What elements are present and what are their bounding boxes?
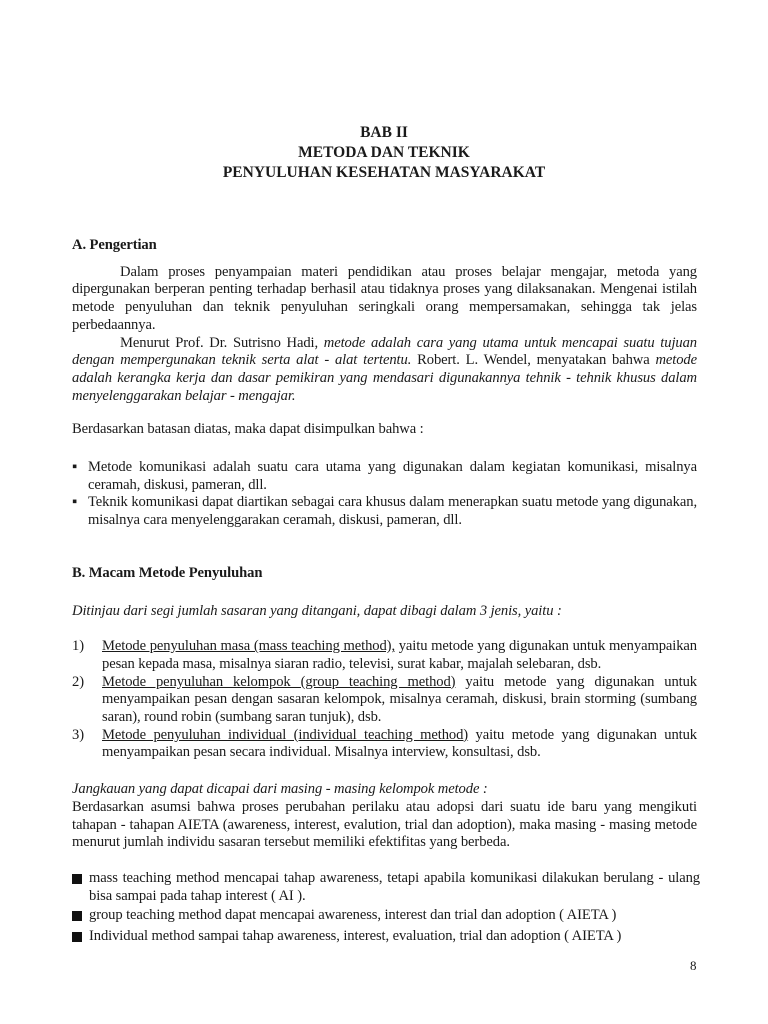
item-text: yaitu metode yang digunakan untuk menyampaikan pesan secara individual. Misalnya interview, konsultasi, dsb. <box>102 726 697 761</box>
chapter-title: METODA DAN TEKNIK <box>298 144 470 161</box>
square-bullet-icon <box>72 932 82 942</box>
list-item <box>72 638 697 673</box>
reach-item-text: group teaching method dapat mencapai awareness, interest dan trial dan adoption ( AIETA ) <box>89 907 617 924</box>
quote: metode adalah kerangka kerja dan dasar pemikiran yang mendasari digunakannya tehnik - tehnik khusus dalam menyelenggarakan belajar - mengajar. <box>72 352 698 404</box>
section-a-heading: A. Pengertian <box>72 237 157 253</box>
item-text: yaitu metode yang digunakan untuk menyampaikan pesan dengan sasaran kelompok, misalnya ceramah, diskusi, brain storming (sumbang saran), round robin (sumbang saran tunjuk), dsb. <box>102 673 697 726</box>
item-text: yaitu metode yang digunakan untuk menyampaikan pesan kepada masa, misalnya siaran radio, televisi, surat kabar, majalah selebaran, dsb. <box>102 638 697 672</box>
reach-heading-text: Jangkauan yang dapat dicapai dari masing - masing kelompok metode : <box>72 781 488 798</box>
item-title: Metode penyuluhan individual (individual teaching method) <box>102 726 469 743</box>
paragraph: Dalam proses penyampaian materi pendidikan atau proses belajar mengajar, metoda yang dipergunakan berperan penting terhadap berhasil atau tidaknya proses yang dilaksanakan. Mengenai istilah metode penyuluhan dan teknik penyuluhan seringkali orang mempersamakan, sehingga tak jelas perbedaannya. <box>72 263 697 333</box>
reach-paragraph: Berdasarkan asumsi bahwa proses perubahan perilaku atau adopsi dari suatu ide baru yang mengikuti tahapan - tahapan AIETA (awareness, interest, evalution, trial dan adoption), maka masing - masing metode menurut jumlah individu sasaran tersebut memiliki efektifitas yang berbeda. <box>72 798 697 851</box>
paragraph: Berdasarkan batasan diatas, maka dapat disimpulkan bahwa : <box>72 421 424 438</box>
chapter-number: BAB II <box>360 124 408 141</box>
quote: metode adalah cara yang utama untuk mencapai suatu tujuan dengan mempergunakan teknik serta alat - alat tertentu. <box>72 334 697 369</box>
text: Robert. L. Wendel, menyatakan bahwa <box>411 352 656 369</box>
item-title: Metode penyuluhan masa (mass teaching method), <box>102 638 395 655</box>
square-bullet-icon <box>72 911 82 921</box>
text: Menurut Prof. Dr. Sutrisno Hadi, <box>120 334 324 351</box>
square-bullet-icon <box>72 874 82 884</box>
bullet-item <box>72 494 697 529</box>
intro-text: Ditinjau dari segi jumlah sasaran yang ditangani, dapat dibagi dalam 3 jenis, yaitu : <box>72 602 562 619</box>
reach-item <box>72 928 712 946</box>
bullet-text: Metode komunikasi adalah suatu cara utama yang digunakan dalam kegiatan komunikasi, misalnya ceramah, diskusi, pameran, dll. <box>88 459 697 493</box>
item-title: Metode penyuluhan kelompok (group teaching method) <box>102 673 456 690</box>
bullet-icon: ▪ <box>72 494 78 511</box>
bullet-item <box>72 459 697 494</box>
paragraph-definition <box>72 335 697 406</box>
section-b-intro <box>72 603 697 621</box>
reach-item-text: mass teaching method mencapai tahap awareness, tetapi apabila komunikasi dilakukan berulang - ulang bisa sampai pada tahap interest ( AI ). <box>89 869 700 904</box>
reach-item-text: Individual method sampai tahap awareness, interest, evaluation, trial dan adoption ( AIETA ) <box>89 928 622 945</box>
list-item <box>72 674 697 727</box>
chapter-subtitle: PENYULUHAN KESEHATAN MASYARAKAT <box>222 164 546 181</box>
item-number: 2) <box>72 673 84 690</box>
reach-item <box>72 870 700 905</box>
item-number: 3) <box>72 726 84 743</box>
section-b-heading: B. Macam Metode Penyuluhan <box>72 564 263 581</box>
page-number: 8 <box>690 957 697 973</box>
item-number: 1) <box>72 638 84 655</box>
reach-item <box>72 907 712 925</box>
reach-heading <box>72 781 697 799</box>
list-item <box>72 727 697 762</box>
bullet-icon: ▪ <box>72 459 78 476</box>
bullet-text: Teknik komunikasi dapat diartikan sebagai cara khusus dalam menerapkan suatu metode yang digunakan, misalnya cara menyelenggarakan ceramah, diskusi, pameran, dll. <box>88 494 697 529</box>
